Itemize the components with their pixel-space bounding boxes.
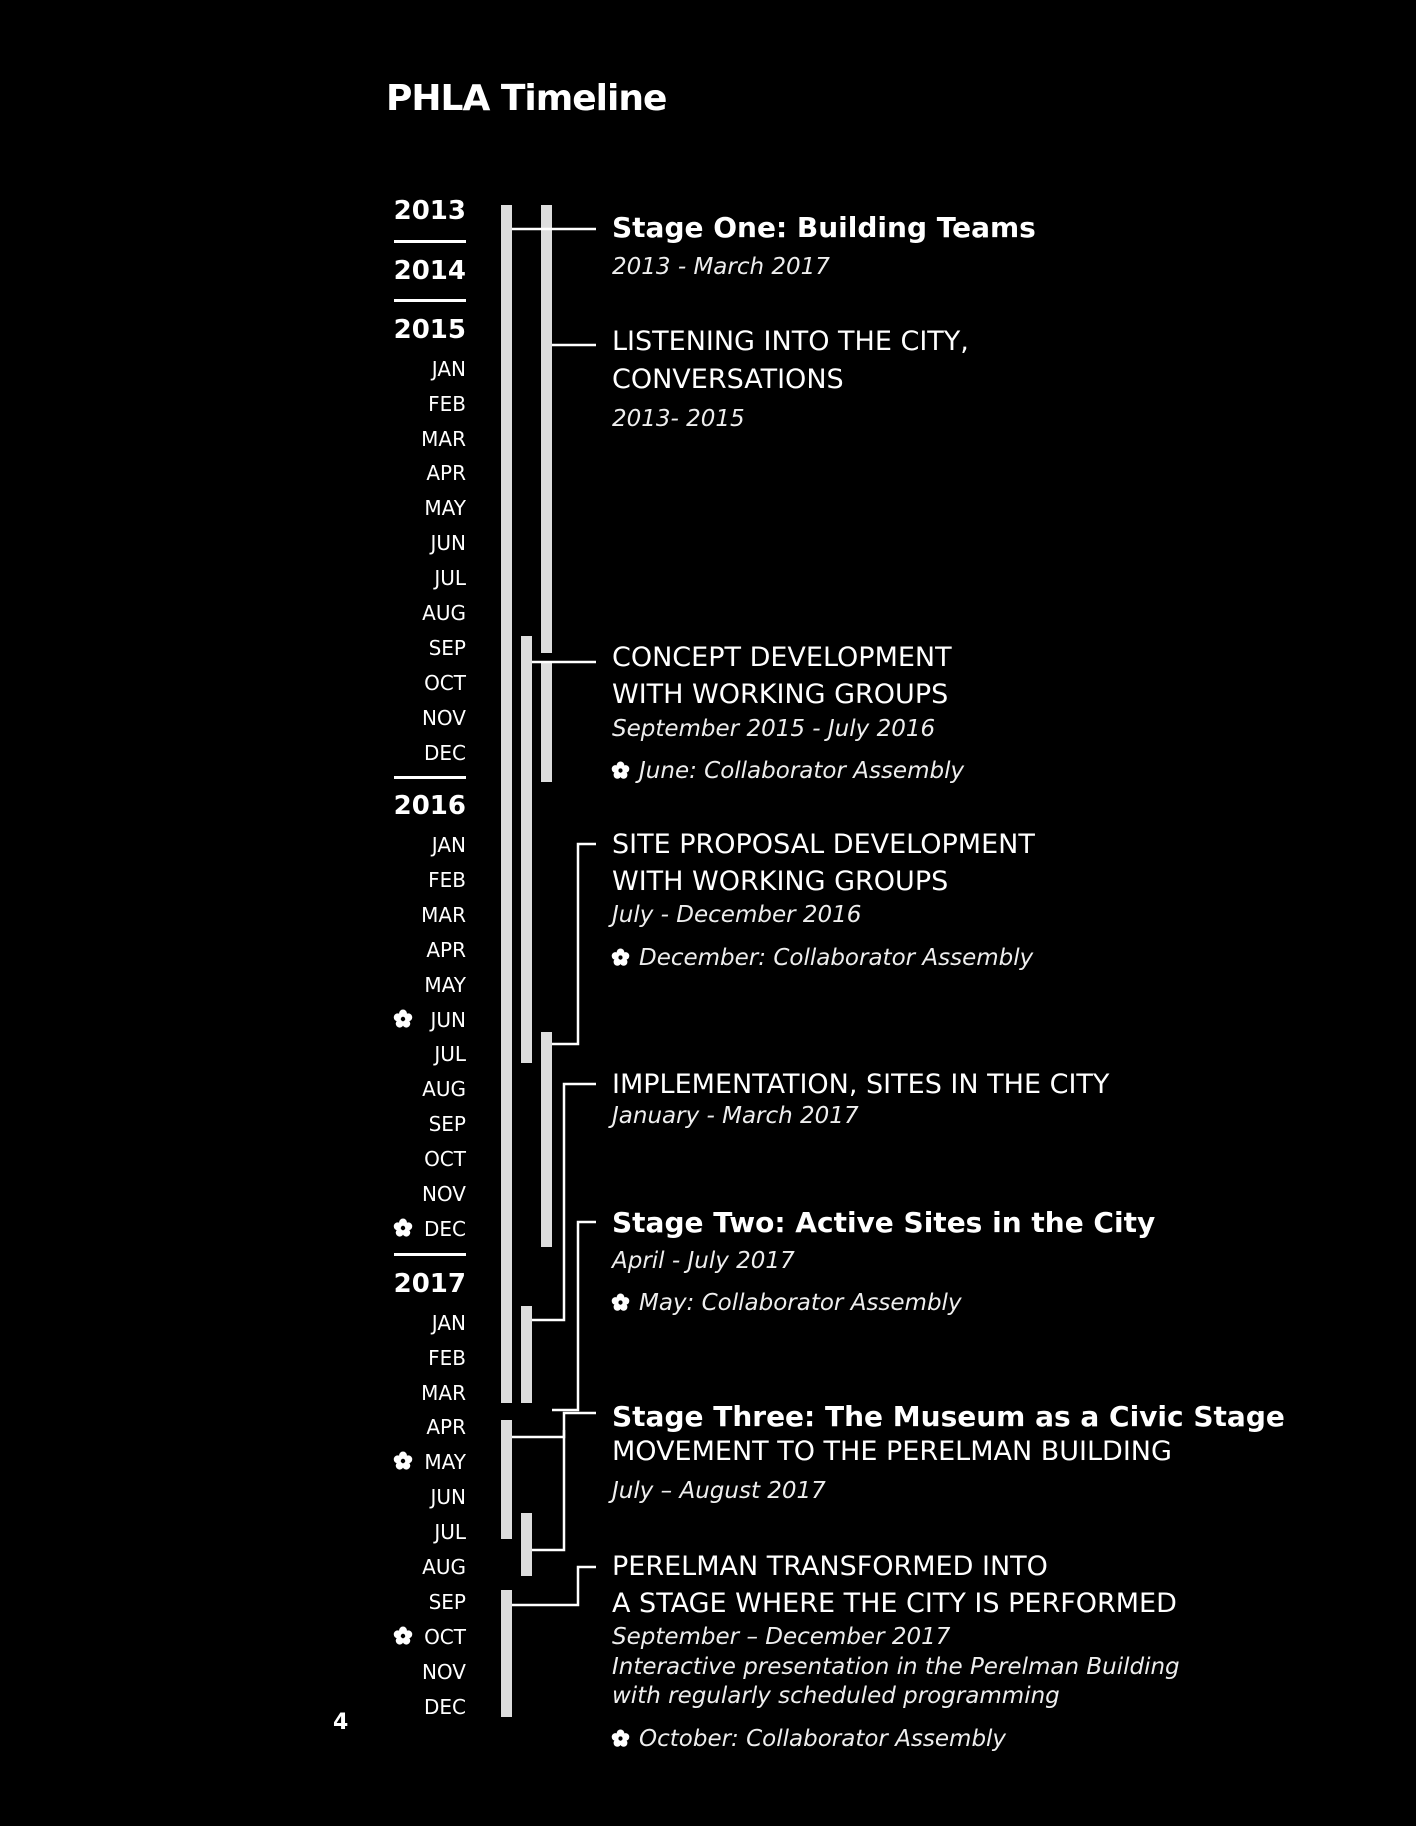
month-2016-may: MAY [424,973,466,997]
implementation-dates: January - March 2017 [612,1103,859,1129]
month-2015-dec: DEC [423,741,466,765]
perelman-note1: Interactive presentation in the Perelman Building [612,1654,1180,1680]
bar-listening [541,205,552,653]
month-2017-may: MAY [424,1450,466,1474]
year-label-2016: 2016 [393,791,466,821]
bar-concept [521,636,532,1063]
month-2016-jun: JUN [430,1008,466,1032]
month-2017-aug: AUG [422,1555,466,1579]
perelman-assembly [610,1726,1006,1752]
stage-two-assembly [610,1290,962,1316]
month-2017-nov: NOV [421,1660,466,1684]
month-2015-mar: MAR [421,427,466,451]
concept-line1: CONCEPT DEVELOPMENT [612,642,952,673]
flower-icon [610,1292,631,1313]
listening-line1: LISTENING INTO THE CITY, [612,326,969,357]
month-2015-aug: AUG [422,601,466,625]
stage-one-dates: 2013 - March 2017 [612,254,830,280]
month-2015-apr: APR [426,461,466,485]
month-2016-dec: DEC [423,1217,466,1241]
site-line2: WITH WORKING GROUPS [612,866,949,897]
year-label-2017: 2017 [393,1269,466,1299]
month-2017-apr: APR [426,1415,466,1439]
month-2016-jul: JUL [434,1042,466,1066]
year-label-2013: 2013 [393,196,466,226]
bar-stage-three [521,1513,532,1576]
site-line1: SITE PROPOSAL DEVELOPMENT [612,829,1035,860]
bar-perelman [501,1590,512,1717]
flower-icon [610,1728,631,1749]
stage-two-dates: April - July 2017 [612,1248,795,1274]
site-assembly [610,945,1033,971]
month-2016-sep: SEP [428,1112,466,1136]
month-2015-sep: SEP [428,636,466,660]
stage-one-title: Stage One: Building Teams [612,211,1036,244]
month-2015-jun: JUN [430,531,466,555]
page-title: PHLA Timeline [386,78,667,119]
page-number: 4 [333,1710,349,1735]
month-2017-mar: MAR [421,1381,466,1405]
concept-dates: September 2015 - July 2016 [612,716,936,742]
month-2015-jan: JAN [431,357,466,381]
month-2016-aug: AUG [422,1077,466,1101]
stage-three-title: Stage Three: The Museum as a Civic Stage [612,1400,1285,1433]
month-2016-mar: MAR [421,903,466,927]
month-2015-jul: JUL [434,566,466,590]
month-2016-apr: APR [426,938,466,962]
connector-stage-three-a [512,1413,596,1437]
site-dates: July - December 2016 [612,902,862,928]
flower-icon [610,760,631,781]
perelman-line1: PERELMAN TRANSFORMED INTO [612,1551,1048,1582]
stage-three-line1: MOVEMENT TO THE PERELMAN BUILDING [612,1436,1172,1467]
bar-stage-two [501,1420,512,1539]
month-2017-dec: DEC [423,1695,466,1719]
bar-stage-one [501,205,512,1403]
month-2015-oct: OCT [424,671,466,695]
flower-icon [610,947,631,968]
connector-stage-three-b [532,1430,564,1550]
perelman-dates: September – December 2017 [612,1624,951,1650]
concept-assembly-label: June: Collaborator Assembly [639,758,965,784]
month-2017-sep: SEP [428,1590,466,1614]
month-2016-oct: OCT [424,1147,466,1171]
perelman-line2: A STAGE WHERE THE CITY IS PERFORMED [612,1588,1177,1619]
stage-two-title: Stage Two: Active Sites in the City [612,1206,1156,1239]
month-2015-feb: FEB [428,392,466,416]
year-label-2014: 2014 [393,256,466,286]
month-2016-jan: JAN [431,833,466,857]
concept-line2: WITH WORKING GROUPS [612,679,949,710]
month-2016-feb: FEB [428,868,466,892]
perelman-note2: with regularly scheduled programming [612,1683,1060,1709]
bar-implementation [521,1306,532,1403]
perelman-assembly-label: October: Collaborator Assembly [639,1726,1007,1752]
listening-dates: 2013- 2015 [612,406,745,432]
month-2015-may: MAY [424,496,466,520]
month-2017-jul: JUL [434,1520,466,1544]
month-2017-oct: OCT [424,1625,466,1649]
listening-line2: CONVERSATIONS [612,364,844,395]
year-label-2015: 2015 [393,315,466,345]
month-2017-jun: JUN [430,1485,466,1509]
month-2016-nov: NOV [421,1182,466,1206]
connector-site [552,844,596,1044]
stage-two-assembly-label: May: Collaborator Assembly [639,1290,962,1316]
bar-concept-secondary [541,662,552,782]
bar-site [541,1032,552,1247]
connector-stage-two [552,1222,596,1410]
site-assembly-label: December: Collaborator Assembly [639,945,1034,971]
month-2015-nov: NOV [421,706,466,730]
implementation-line1: IMPLEMENTATION, SITES IN THE CITY [612,1069,1110,1100]
stage-three-dates: July – August 2017 [612,1478,826,1504]
concept-assembly [610,758,964,784]
month-2017-feb: FEB [428,1346,466,1370]
month-2017-jan: JAN [431,1311,466,1335]
